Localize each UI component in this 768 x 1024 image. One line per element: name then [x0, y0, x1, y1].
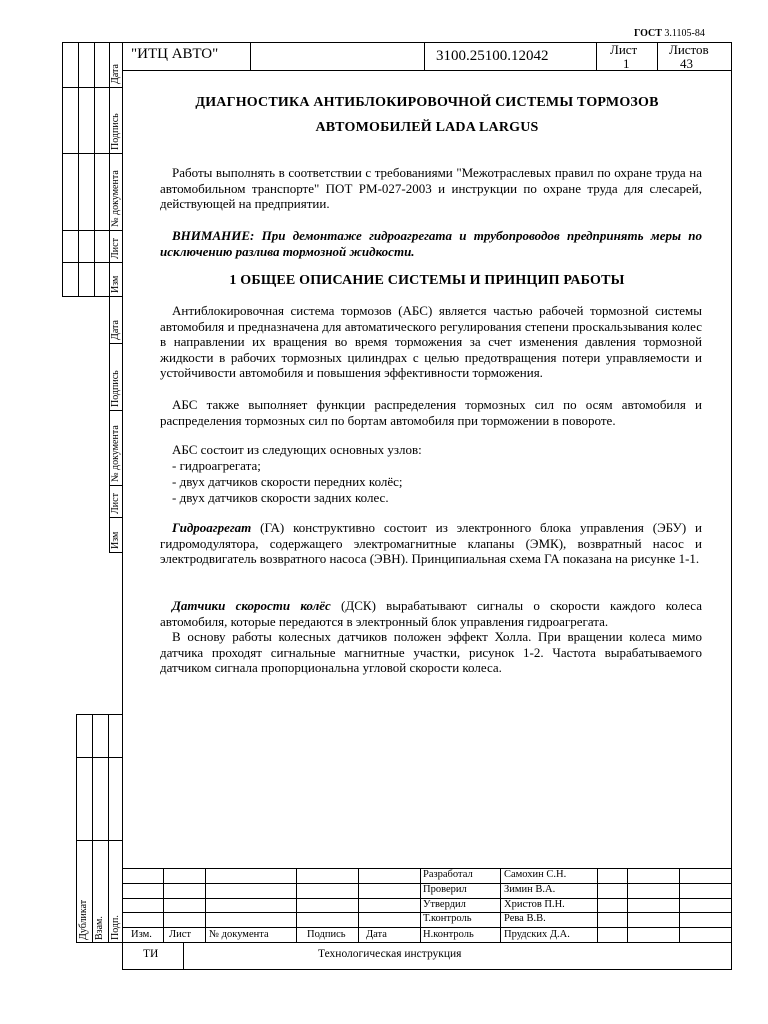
footer-col: Подпись	[307, 929, 346, 940]
list-intro: АБС состоит из следующих основных узлов:	[172, 442, 422, 457]
footer-col: Дата	[366, 929, 387, 940]
org-name: "ИТЦ АВТО"	[131, 46, 219, 62]
section-title: 1 ОБЩЕЕ ОПИСАНИЕ СИСТЕМЫ И ПРИНЦИП РАБОТЫ	[229, 273, 625, 288]
footer-col: Изм.	[131, 929, 152, 940]
side-label: № документа	[110, 425, 121, 482]
sheet-label: Лист	[610, 42, 638, 57]
sign-role: Разработал	[423, 869, 473, 880]
doc-code: 3100.25100.12042	[436, 48, 549, 64]
paragraph-2: АБС также выполняет функции распределения тормозных сил по осям автомобиля и распределения тормозных сил по бортам автомобиля при торможении в повороте.	[160, 397, 702, 428]
side-label: Подп.	[110, 915, 121, 940]
sign-role: Проверил	[423, 884, 467, 895]
sign-name: Прудских Д.А.	[504, 929, 570, 940]
side-label: Подпись	[110, 370, 121, 407]
sign-name: Христов П.Н.	[504, 899, 565, 910]
sign-role: Т.контроль	[423, 913, 472, 924]
page-subtitle: АВТОМОБИЛЕЙ LADA LARGUS	[315, 120, 539, 135]
side-label: Дубликат	[78, 899, 89, 940]
side-label: Изм	[110, 275, 121, 293]
warning-paragraph: ВНИМАНИЕ: При демонтаже гидроагрегата и трубопроводов предпринять меры по исключению разлива тормозной жидкости.	[160, 228, 702, 259]
doc-name: Технологическая инструкция	[318, 948, 462, 960]
sign-name: Зимин В.А.	[504, 884, 556, 895]
side-label: Взам.	[94, 916, 105, 940]
sign-name: Самохин С.Н.	[504, 869, 567, 880]
sheet-value: 1	[623, 56, 630, 71]
paragraph-4: Датчики скорости колёс (ДСК) вырабатывают сигналы о скорости каждого колеса автомобиля, которые передаются в электронный блок управления гидроагрегата.	[160, 598, 702, 629]
side-label: Дата	[110, 320, 121, 340]
list-item: - двух датчиков скорости передних колёс;	[172, 474, 403, 489]
side-label: № документа	[110, 170, 121, 227]
side-label: Лист	[110, 493, 121, 514]
paragraph-3: Гидроагрегат (ГА) конструктивно состоит из электронного блока управления (ЭБУ) и гидромодулятора, содержащего электромагнитные клапаны (ЭМК), возвратный насос и электродвигатель возвратного насоса (ЭВН). Принципиальная схема ГА показана на рисунке 1-1.	[160, 520, 702, 566]
footer-col: № документа	[209, 929, 269, 940]
footer-col: Лист	[169, 929, 191, 940]
page-title: ДИАГНОСТИКА АНТИБЛОКИРОВОЧНОЙ СИСТЕМЫ ТОРМОЗОВ	[195, 95, 659, 110]
side-label: Подпись	[110, 113, 121, 150]
sign-name: Рева В.В.	[504, 913, 546, 924]
gost-label: ГОСТ 3.1105-84	[634, 28, 705, 39]
sign-role: Утвердил	[423, 899, 466, 910]
side-label: Дата	[110, 64, 121, 84]
sheets-label: Листов	[669, 42, 709, 57]
doc-type: ТИ	[143, 948, 159, 960]
paragraph-1: Антиблокировочная система тормозов (АБС) является частью рабочей тормозной системы автомобиля и предназначена для автоматического регулирования степени проскальзывания колес в направлении их вращения во время торможения за счет изменения давления тормозной жидкости в рабочих тормозных цилиндрах с целью предотвращения потери управляемости и устойчивости автомобиля и повышения эффективности торможения.	[160, 303, 702, 380]
side-label: Изм	[110, 531, 121, 549]
paragraph-5: В основу работы колесных датчиков положен эффект Холла. При вращении колеса мимо датчика проходят сигнальные магнитные участки, рисунок 1-2. Частота вырабатываемого датчиком сигнала пропорциональна угловой скорости колеса.	[160, 629, 702, 675]
list-item: - гидроагрегата;	[172, 458, 261, 473]
sheets-value: 43	[680, 56, 693, 71]
list-item: - двух датчиков скорости задних колес.	[172, 490, 389, 505]
intro-paragraph: Работы выполнять в соответствии с требованиями "Межотраслевых правил по охране труда на автомобильном транспорте" ПОТ РМ-027-2003 и инструкции по охране труда для слесарей, действующей на предприятии.	[160, 165, 702, 211]
side-label: Лист	[110, 238, 121, 259]
sign-role: Н.контроль	[423, 929, 474, 940]
